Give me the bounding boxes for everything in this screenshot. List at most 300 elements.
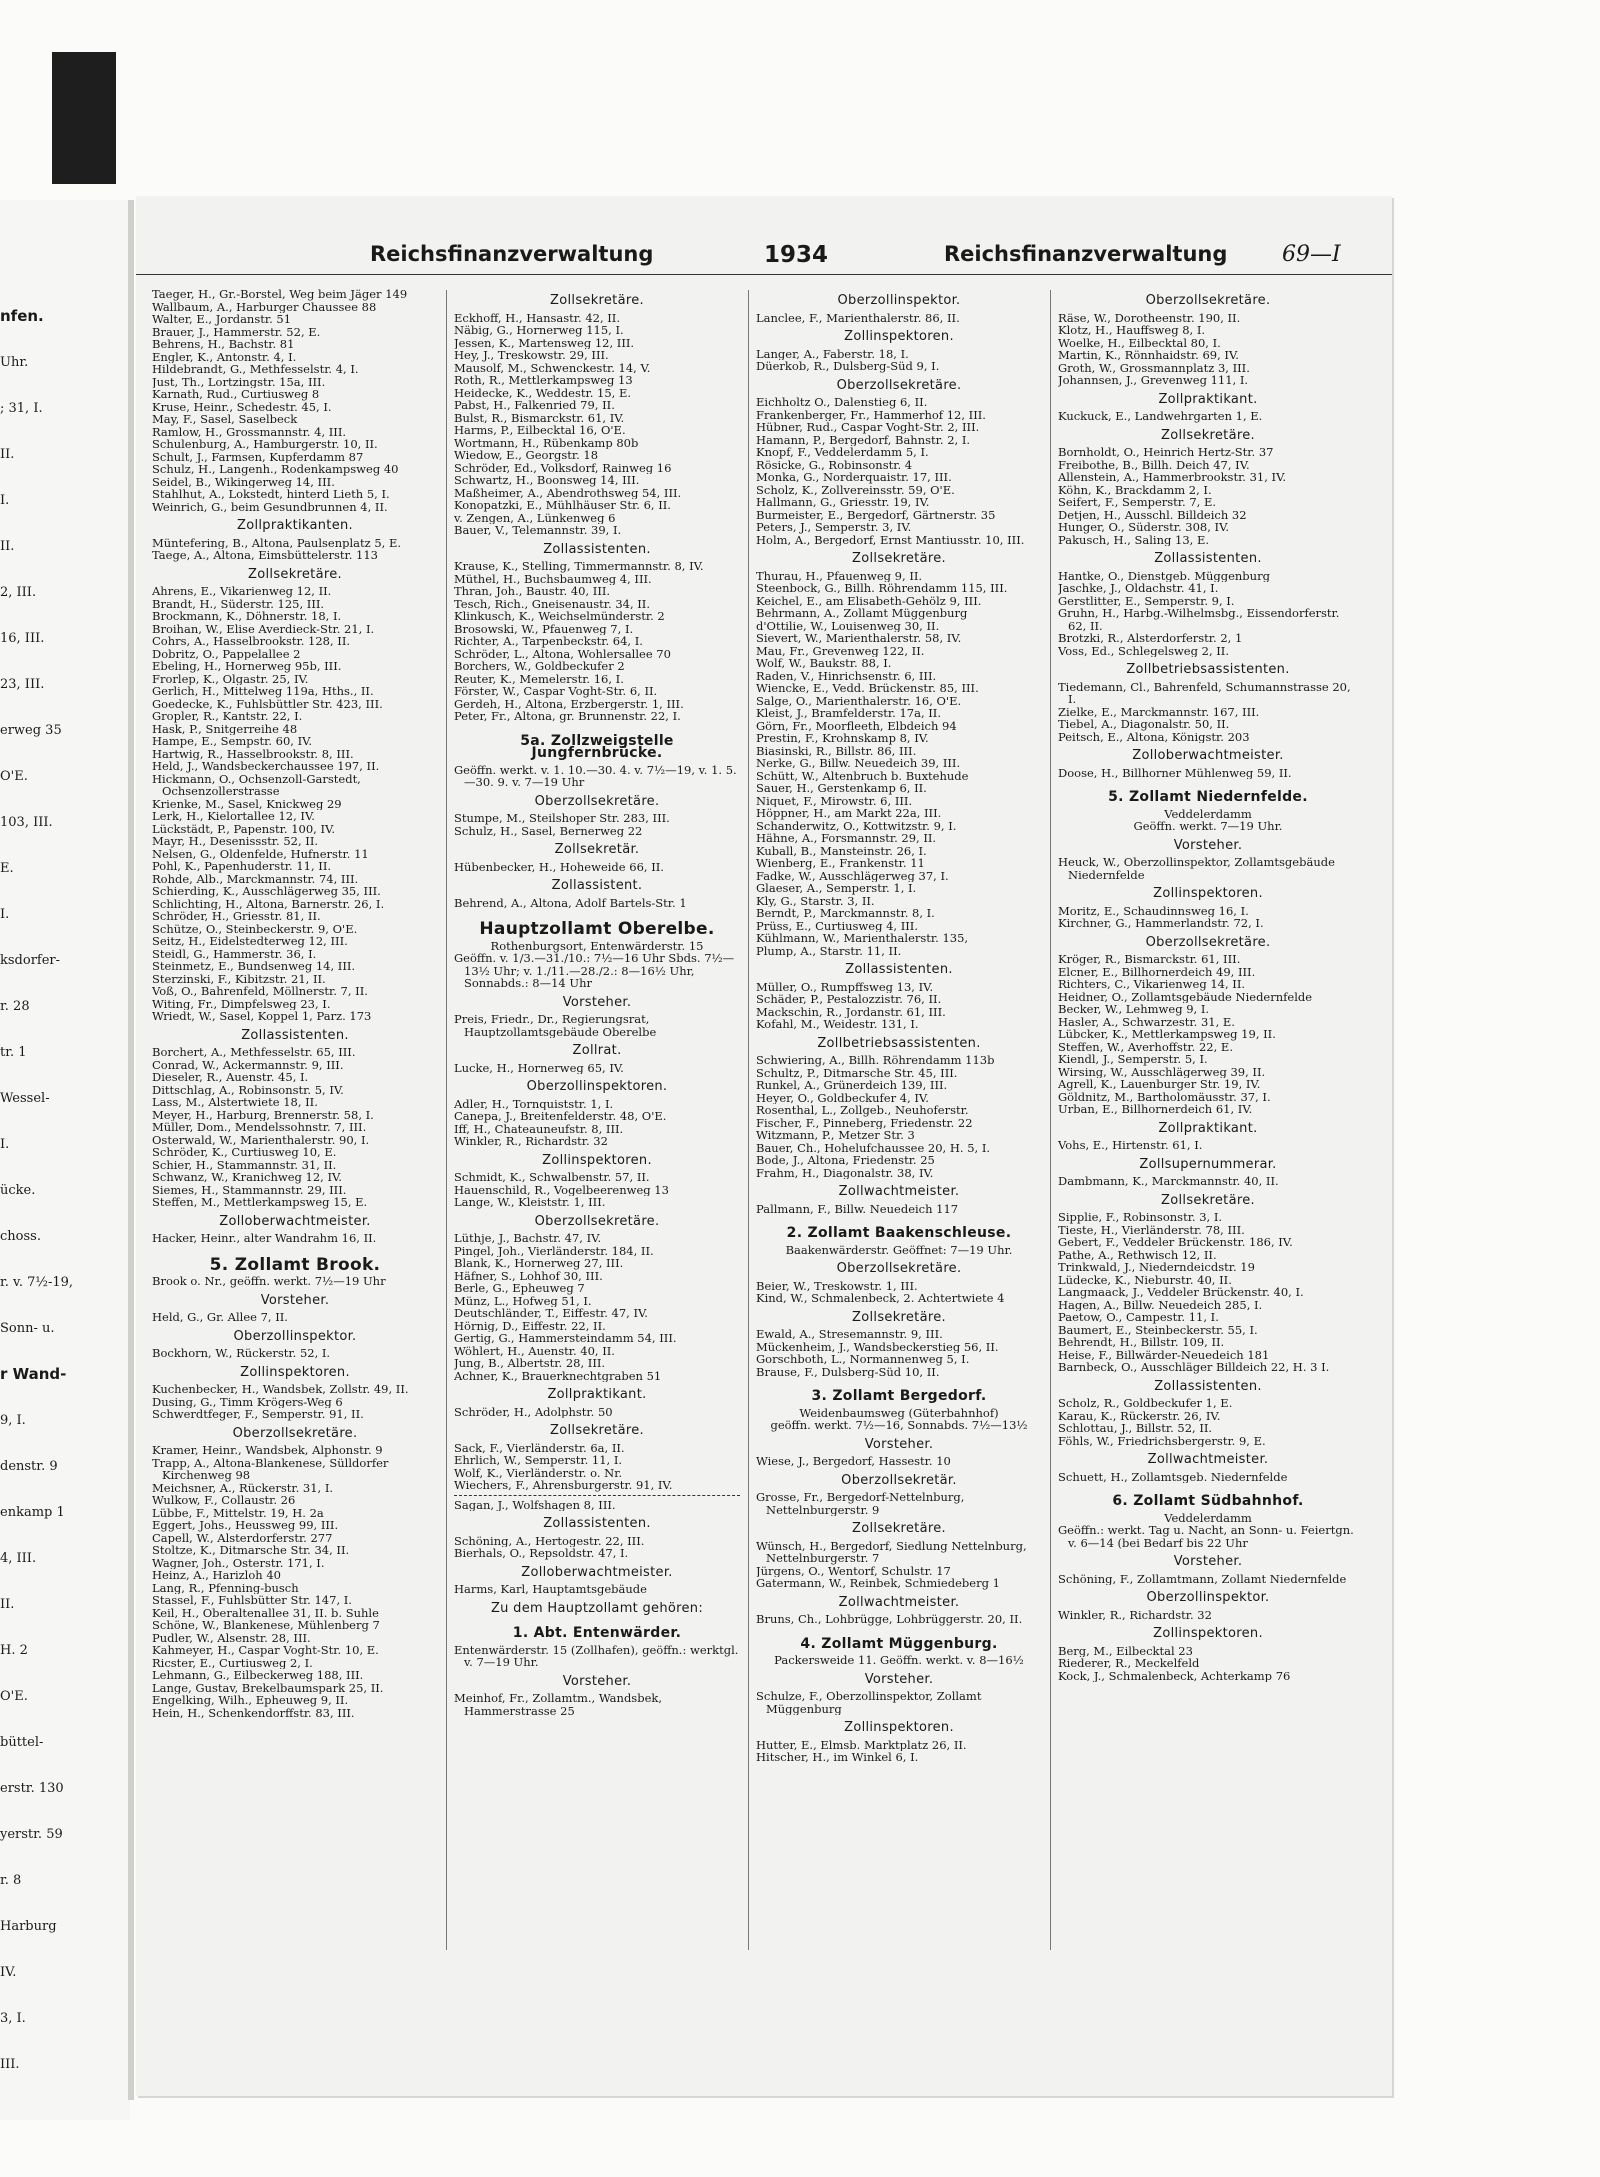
directory-entry: Zielke, E., Marckmannstr. 167, III. xyxy=(1058,705,1260,718)
section-heading: Zollinspektoren. xyxy=(240,1364,350,1380)
facing-page-fragment: 16, III. xyxy=(0,631,45,646)
directory-entry: Räse, W., Dorotheenstr. 190, II. xyxy=(1058,311,1241,324)
directory-entry: Münz, L., Hofweg 51, I. xyxy=(454,1294,592,1307)
section-heading: Vorsteher. xyxy=(864,1671,934,1687)
directory-entry: Blank, K., Hornerweg 27, III. xyxy=(454,1257,624,1270)
facing-page-fragment: Harburg xyxy=(0,1919,57,1934)
directory-entry: Mackschin, R., Jordanstr. 61, III. xyxy=(756,1005,946,1018)
directory-entry: Kahmeyer, H., Caspar Voght-Str. 10, E. xyxy=(152,1644,379,1657)
directory-entry: Peters, J., Semperstr. 3, IV. xyxy=(756,521,912,534)
directory-entry: Harms, P., Eilbecktal 16, O'E. xyxy=(454,424,626,437)
directory-entry: Schultz, P., Ditmarsche Str. 45, III. xyxy=(756,1066,958,1079)
directory-entry: Hacker, Heinr., alter Wandrahm 16, II. xyxy=(152,1232,377,1245)
directory-entry: Schier, H., Stammannstr. 31, II. xyxy=(152,1158,337,1171)
facing-page-fragment: O'E. xyxy=(0,1689,28,1704)
directory-entry: Behrens, H., Bachstr. 81 xyxy=(152,338,295,351)
section-heading: Vorsteher. xyxy=(562,1673,632,1689)
directory-entry: Schulz, H., Langenh., Rodenkampsweg 40 xyxy=(152,463,399,476)
directory-entry: Hildebrandt, G., Methfesselstr. 4, I. xyxy=(152,363,359,376)
office-note: Veddelerdamm xyxy=(1164,806,1252,821)
directory-entry: Weinrich, G., beim Gesundbrunnen 4, II. xyxy=(152,500,388,513)
directory-entry: Brauer, J., Hammerstr. 52, E. xyxy=(152,325,321,338)
directory-entry: Schäder, P., Pestalozzistr. 76, II. xyxy=(756,993,942,1006)
directory-entry: Stahlhut, A., Lokstedt, hinterd Lieth 5, I. xyxy=(152,488,390,501)
column-divider xyxy=(748,290,749,1950)
section-heading: Oberzollsekretäre. xyxy=(1145,293,1271,308)
directory-entry: Tiedemann, Cl., Bahrenfeld, Schumannstrasse 20, I. xyxy=(1058,680,1351,706)
directory-entry: Steidl, G., Hammerstr. 36, I. xyxy=(152,947,317,960)
directory-entry: Kofahl, M., Weidestr. 131, I. xyxy=(756,1018,919,1031)
directory-entry: Mückenheim, J., Wandsbeckerstieg 56, II. xyxy=(756,1340,999,1353)
directory-entry: Kind, W., Schmalenbeck, 2. Achtertwiete 4 xyxy=(756,1292,1005,1305)
section-heading: Zollwachtmeister. xyxy=(1147,1452,1269,1467)
facing-page-fragment: E. xyxy=(0,861,14,876)
section-heading: Zollpraktikanten. xyxy=(237,518,353,533)
directory-entry: Gertig, G., Hammersteindamm 54, III. xyxy=(454,1332,677,1345)
office-heading: 6. Zollamt Südbahnhof. xyxy=(1112,1493,1304,1509)
directory-entry: Wulkow, F., Collaustr. 26 xyxy=(152,1494,296,1507)
section-heading: Zollpraktikant. xyxy=(547,1387,647,1402)
directory-entry: Ehrlich, W., Semperstr. 11, I. xyxy=(454,1454,623,1467)
directory-entry: Eggert, Johs., Heussweg 99, III. xyxy=(152,1519,339,1532)
directory-entry: Kramer, Heinr., Wandsbek, Alphonstr. 9 xyxy=(152,1444,383,1457)
directory-entry: Lüdecke, K., Nieburstr. 40, II. xyxy=(1058,1273,1232,1286)
directory-entry: Thran, Joh., Baustr. 40, III. xyxy=(454,585,611,598)
directory-entry: Lange, Gustav, Brekelbaumspark 25, II. xyxy=(152,1681,384,1694)
directory-entry: Schöning, A., Hertogestr. 22, III. xyxy=(454,1534,645,1547)
directory-entry: Bockhorn, W., Rückerstr. 52, I. xyxy=(152,1347,331,1360)
office-heading: 5. Zollamt Niedernfelde. xyxy=(1108,789,1308,805)
directory-entry: Allenstein, A., Hammerbrookstr. 31, IV. xyxy=(1058,471,1287,484)
section-heading: Oberzollsekretäre. xyxy=(1145,934,1271,950)
page-gutter xyxy=(128,200,134,2100)
section-heading: Vorsteher. xyxy=(864,1436,934,1452)
facing-page-fragment: enkamp 1 xyxy=(0,1505,65,1520)
directory-entry: Nerke, G., Billw. Neuedeich 39, III. xyxy=(756,757,961,770)
directory-entry: Riederer, R., Meckelfeld xyxy=(1058,1657,1200,1670)
directory-entry: d'Ottilie, W., Louisenweg 30, II. xyxy=(756,619,940,632)
directory-entry: Schlichting, H., Altona, Barnerstr. 26, I. xyxy=(152,897,385,910)
directory-entry: Hamann, P., Bergedorf, Bahnstr. 2, I. xyxy=(756,433,971,446)
section-heading: Zollassistent. xyxy=(551,878,643,893)
directory-entry: Raden, V., Hinrichsenstr. 6, III. xyxy=(756,669,937,682)
directory-entry: Mau, Fr., Grevenweg 122, II. xyxy=(756,644,925,657)
page-number: 69—I xyxy=(1282,242,1341,267)
directory-entry: Schult, J., Farmsen, Kupferdamm 87 xyxy=(152,450,364,463)
section-heading: Zollsekretäre. xyxy=(852,1521,946,1536)
directory-entry: Plump, A., Starstr. 11, II. xyxy=(756,944,902,957)
office-heading: 3. Zollamt Bergedorf. xyxy=(811,1388,987,1404)
directory-entry: Heidner, O., Zollamtsgebäude Niedernfelde xyxy=(1058,990,1313,1003)
directory-entry: Dieseler, R., Auenstr. 45, I. xyxy=(152,1071,309,1084)
directory-entry: Sauer, H., Gerstenkamp 6, II. xyxy=(756,782,927,795)
directory-entry: Lübbe, F., Mittelstr. 19, H. 2a xyxy=(152,1506,324,1519)
facing-page-edge xyxy=(0,200,130,2120)
section-heading: Zollpraktikant. xyxy=(1158,1120,1258,1136)
directory-entry: Kuchenbecker, H., Wandsbek, Zollstr. 49, II. xyxy=(152,1383,409,1396)
section-heading: Oberzollinspektoren. xyxy=(526,1079,668,1094)
section-heading: Zolloberwachtmeister. xyxy=(219,1213,371,1229)
directory-entry: Hein, H., Schenkendorffstr. 83, III. xyxy=(152,1706,355,1719)
directory-entry: Johannsen, J., Grevenweg 111, I. xyxy=(1058,374,1249,387)
directory-entry: Kühlmann, W., Marienthalerstr. 135, xyxy=(756,932,969,945)
directory-entry: Geöffn. werkt. v. 1. 10.—30. 4. v. 7½—19, v. 1. 5.—30. 9. v. 7—19 Uhr xyxy=(454,763,737,789)
section-heading: Zollpraktikant. xyxy=(1158,391,1258,407)
directory-entry: Scholz, R., Goldbeckufer 1, E. xyxy=(1058,1397,1233,1410)
directory-entry: Berg, M., Eilbecktal 23 xyxy=(1058,1644,1193,1657)
directory-entry: Karnath, Rud., Curtiusweg 8 xyxy=(152,388,320,401)
running-header xyxy=(136,238,1392,275)
directory-entry: Schulenburg, A., Hamburgerstr. 10, II. xyxy=(152,438,378,451)
directory-entry: Taege, A., Altona, Eimsbüttelerstr. 113 xyxy=(152,549,378,562)
directory-entry: Wienberg, E., Frankenstr. 11 xyxy=(756,857,925,870)
directory-entry: Siemes, H., Stammannstr. 29, III. xyxy=(152,1183,347,1196)
directory-entry: Walter, E., Jordanstr. 51 xyxy=(152,313,292,326)
directory-entry: Dobritz, O., Pappelallee 2 xyxy=(152,647,301,660)
directory-entry: Heuck, W., Oberzollinspektor, Zollamtsgebäude Niedernfelde xyxy=(1058,856,1335,881)
directory-entry: Behrendt, H., Billstr. 109, II. xyxy=(1058,1336,1225,1349)
directory-entry: Tesch, Rich., Gneisenaustr. 34, II. xyxy=(454,597,650,610)
directory-entry: Meyer, H., Harburg, Brennerstr. 58, I. xyxy=(152,1108,374,1121)
facing-page-fragment: 4, III. xyxy=(0,1551,37,1566)
facing-page-fragment: Sonn- u. xyxy=(0,1321,55,1336)
section-heading: Oberzollinspektor. xyxy=(1146,1590,1270,1605)
directory-entry: Hallmann, G., Griesstr. 19, IV. xyxy=(756,496,930,509)
directory-entry: Elcner, E., Billhornerdeich 49, III. xyxy=(1058,965,1256,978)
directory-entry: Heinz, A., Harizloh 40 xyxy=(152,1569,281,1582)
directory-entry: Salge, O., Marienthalerstr. 16, O'E. xyxy=(756,694,962,707)
directory-entry: Entenwärderstr. 15 (Zollhafen), geöffn.: werktgl. v. 7—19 Uhr. xyxy=(454,1643,739,1669)
facing-page-fragment: r. v. 7½-19, xyxy=(0,1275,74,1290)
directory-entry: Häfner, S., Lohhof 30, III. xyxy=(454,1269,603,1282)
directory-entry: Richters, C., Vikarienweg 14, II. xyxy=(1058,978,1246,991)
column-2 xyxy=(454,288,740,1948)
dashed-separator xyxy=(454,1495,740,1496)
directory-entry: Düerkob, R., Dulsberg-Süd 9, I. xyxy=(756,360,940,373)
directory-entry: Deutschländer, T., Eiffestr. 47, IV. xyxy=(454,1307,648,1320)
section-heading: Zollsekretäre. xyxy=(852,1309,946,1325)
directory-entry: Groth, W., Grossmannplatz 3, III. xyxy=(1058,361,1250,374)
directory-entry: Adler, H., Tornquiststr. 1, I. xyxy=(454,1097,614,1110)
section-heading: Zollsekretäre. xyxy=(1161,1192,1255,1208)
directory-entry: Lehmann, G., Eilbeckerweg 188, III. xyxy=(152,1669,364,1682)
directory-entry: Wolf, W., Baukstr. 88, I. xyxy=(756,657,892,670)
directory-entry: Taeger, H., Gr.-Borstel, Weg beim Jäger 149 xyxy=(152,288,408,301)
directory-entry: Schöning, F., Zollamtmann, Zollamt Niedernfelde xyxy=(1058,1572,1347,1585)
directory-entry: Sagan, J., Wolfshagen 8, III. xyxy=(454,1498,616,1511)
directory-entry: Engelking, Wilh., Epheuweg 9, II. xyxy=(152,1694,349,1707)
directory-entry: Lerk, H., Kielortallee 12, IV. xyxy=(152,810,315,823)
directory-entry: Förster, W., Caspar Voght-Str. 6, II. xyxy=(454,685,658,698)
directory-entry: Jürgens, O., Wentorf, Schulstr. 17 xyxy=(756,1564,951,1577)
directory-entry: Schöne, W., Blankenese, Mühlenberg 7 xyxy=(152,1619,380,1632)
section-heading: Oberzollsekretäre. xyxy=(836,377,962,393)
section-heading: Zollsekretäre. xyxy=(550,293,644,308)
facing-page-fragment: choss. xyxy=(0,1229,41,1244)
directory-entry: Gerstlitter, E., Semperstr. 9, I. xyxy=(1058,594,1235,607)
section-heading: Zollassistenten. xyxy=(1154,1378,1262,1394)
directory-entry: Heidecke, K., Weddestr. 15, E. xyxy=(454,386,632,399)
directory-entry: Gatermann, W., Reinbek, Schmiedeberg 1 xyxy=(756,1577,1000,1590)
directory-entry: Karau, K., Rückerstr. 26, IV. xyxy=(1058,1409,1221,1422)
directory-entry: Osterwald, W., Marienthalerstr. 90, I. xyxy=(152,1133,370,1146)
directory-entry: Becker, W., Lehmweg 9, I. xyxy=(1058,1003,1210,1016)
directory-entry: Hasler, A., Schwarzestr. 31, E. xyxy=(1058,1015,1235,1028)
directory-entry: Geöffn. v. 1/3.—31./10.: 7½—16 Uhr Sbds. 7½—13½ Uhr; v. 1./11.—28./2.: 8—16½ Uhr, Sonnabds.: 8—14 Uhr xyxy=(454,952,735,990)
directory-entry: Schwartz, H., Boonsweg 14, III. xyxy=(454,474,640,487)
facing-page-fragment: III. xyxy=(0,2057,20,2072)
directory-entry: Ahrens, E., Vikarienweg 12, II. xyxy=(152,585,332,598)
section-heading: Zu dem Hauptzollamt gehören: xyxy=(490,1600,704,1616)
section-heading: Zollinspektoren. xyxy=(1153,1626,1263,1641)
facing-page-fragment: denstr. 9 xyxy=(0,1459,58,1474)
directory-entry: Brook o. Nr., geöffn. werkt. 7½—19 Uhr xyxy=(152,1275,386,1288)
directory-entry: Krause, K., Stelling, Timmermannstr. 8, IV. xyxy=(454,560,704,573)
directory-entry: Cohrs, A., Hasselbrookstr. 128, II. xyxy=(152,635,351,648)
directory-entry: Martin, K., Rönnhaidstr. 69, IV. xyxy=(1058,349,1239,362)
header-year: 1934 xyxy=(764,242,829,268)
directory-entry: Hask, P., Snitgerreihe 48 xyxy=(152,722,298,735)
directory-entry: Sterzinski, F., Kibitzstr. 21, II. xyxy=(152,972,326,985)
directory-entry: Jung, B., Albertstr. 28, III. xyxy=(454,1357,606,1370)
directory-entry: Grosse, Fr., Bergedorf-Nettelnburg, Nettelnburgerstr. 9 xyxy=(756,1491,965,1516)
directory-entry: Maßheimer, A., Abendrothsweg 54, III. xyxy=(454,486,682,499)
directory-entry: Rohde, Alb., Marckmannstr. 74, III. xyxy=(152,872,359,885)
facing-page-fragment: nfen. xyxy=(0,307,44,325)
office-note: Packersweide 11. Geöffn. werkt. v. 8—16½ xyxy=(774,1653,1024,1667)
section-heading: Zollwachtmeister. xyxy=(838,1184,960,1199)
directory-entry: Voß, O., Bahrenfeld, Möllnerstr. 7, II. xyxy=(152,985,368,998)
office-heading: 4. Zollamt Müggenburg. xyxy=(800,1635,998,1652)
directory-entry: Ramlow, H., Grossmannstr. 4, III. xyxy=(152,425,347,438)
directory-entry: Krienke, M., Sasel, Knickweg 29 xyxy=(152,797,342,810)
directory-entry: Hähne, A., Forsmannstr. 29, II. xyxy=(756,832,937,845)
facing-page-fragment: I. xyxy=(0,493,10,508)
directory-entry: Schütt, W., Altenbruch b. Buxtehude xyxy=(756,769,969,782)
directory-entry: Richter, A., Tarpenbeckstr. 64, I. xyxy=(454,635,643,648)
section-heading: Zollbetriebsassistenten. xyxy=(1126,662,1290,677)
directory-entry: Peitsch, E., Altona, Königstr. 203 xyxy=(1058,730,1250,743)
directory-entry: Biasinski, R., Billstr. 86, III. xyxy=(756,744,917,757)
main-office-heading: 5. Zollamt Brook. xyxy=(209,1254,381,1275)
header-left-title: Reichsfinanzverwaltung xyxy=(370,242,654,266)
directory-entry: Schlottau, J., Billstr. 52, II. xyxy=(1058,1422,1213,1435)
directory-entry: Hutter, E., Elmsb. Marktplatz 26, II. xyxy=(756,1738,967,1751)
directory-entry: v. Zengen, A., Lünkenweg 6 xyxy=(454,511,616,524)
section-heading: Zollsekretäre. xyxy=(248,566,342,582)
directory-entry: Wöhlert, H., Auenstr. 40, II. xyxy=(454,1344,615,1357)
directory-entry: Kiendl, J., Semperstr. 5, I. xyxy=(1058,1053,1208,1066)
directory-entry: Achner, K., Brauerknechtgraben 51 xyxy=(454,1369,662,1382)
directory-entry: Hübenbecker, H., Hoheweide 66, II. xyxy=(454,860,664,873)
directory-entry: Kleist, J., Bramfelderstr. 17a, II. xyxy=(756,707,941,720)
directory-entry: Heyer, O., Goldbeckufer 4, IV. xyxy=(756,1091,929,1104)
directory-entry: Roth, R., Mettlerkampsweg 13 xyxy=(454,374,633,387)
directory-entry: Wiese, J., Bergedorf, Hassestr. 10 xyxy=(756,1455,951,1468)
office-note: Veddelerdamm xyxy=(1164,1510,1252,1525)
directory-entry: Göldnitz, M., Bartholomäusstr. 37, I. xyxy=(1058,1090,1271,1103)
section-heading: Zollsekretäre. xyxy=(1161,427,1255,443)
section-heading: Zollsekretär. xyxy=(554,842,640,857)
directory-entry: Schröder, H., Adolphstr. 50 xyxy=(454,1405,613,1418)
directory-entry: Tieste, H., Vierländerstr. 78, III. xyxy=(1058,1223,1245,1236)
directory-entry: May, F., Sasel, Saselbeck xyxy=(152,413,298,426)
directory-entry: Dambmann, K., Marckmannstr. 40, II. xyxy=(1058,1175,1279,1188)
directory-entry: Stoltze, K., Ditmarsche Str. 34, II. xyxy=(152,1544,350,1557)
section-heading: Zolloberwachtmeister. xyxy=(1132,748,1284,763)
facing-page-fragment: IV. xyxy=(0,1965,17,1980)
directory-entry: Eckhoff, H., Hansastr. 42, II. xyxy=(454,311,621,324)
directory-entry: Kuckuck, E., Landwehrgarten 1, E. xyxy=(1058,410,1263,423)
directory-entry: Steinmetz, E., Bundsenweg 14, III. xyxy=(152,960,356,973)
directory-entry: Hartwig, R., Hasselbrookstr. 8, III. xyxy=(152,747,354,760)
section-heading: Zollassistenten. xyxy=(1154,551,1262,566)
facing-page-fragment: Wessel- xyxy=(0,1091,50,1106)
directory-entry: Harms, Karl, Hauptamtsgebäude xyxy=(454,1583,647,1596)
directory-entry: Dittschlag, A., Robinsonstr. 5, IV. xyxy=(152,1083,344,1096)
directory-entry: Wünsch, H., Bergedorf, Siedlung Nettelnburg, Nettelnburgerstr. 7 xyxy=(756,1539,1027,1565)
directory-entry: Burmeister, E., Bergedorf, Gärtnerstr. 35 xyxy=(756,508,996,521)
section-heading: Zollinspektoren. xyxy=(1153,886,1263,901)
directory-entry: Ebeling, H., Hornerweg 95b, III. xyxy=(152,660,342,673)
directory-entry: Schwiering, A., Billh. Röhrendamm 113b xyxy=(756,1054,995,1067)
directory-entry: Gropler, R., Kantstr. 22, I. xyxy=(152,710,303,723)
office-note: Weidenbaumsweg (Güterbahnhof) xyxy=(799,1405,999,1420)
directory-entry: Brosowski, W., Pfauenweg 7, I. xyxy=(454,622,634,635)
directory-entry: Föhls, W., Friedrichsbergerstr. 9, E. xyxy=(1058,1434,1266,1447)
directory-entry: Schuett, H., Zollamtsgeb. Niedernfelde xyxy=(1058,1470,1288,1483)
directory-entry: Görn, Fr., Moorfleeth, Elbdeich 94 xyxy=(756,719,957,732)
directory-entry: Schwerdtfeger, F., Semperstr. 91, II. xyxy=(152,1408,364,1421)
directory-entry: Berle, G., Epheuweg 7 xyxy=(454,1282,585,1295)
column-3 xyxy=(756,288,1042,1948)
directory-entry: Prüss, E., Curtiusweg 4, III. xyxy=(756,919,919,932)
directory-entry: Bornholdt, O., Heinrich Hertz-Str. 37 xyxy=(1058,446,1274,459)
directory-entry: Müller, O., Rumpffsweg 13, IV. xyxy=(756,980,934,993)
directory-entry: Bauer, V., Telemannstr. 39, I. xyxy=(454,524,622,537)
office-heading: 5a. Zollzweigstelle Jungfernbrücke. xyxy=(520,732,674,761)
office-heading: 2. Zollamt Baakenschleuse. xyxy=(786,1225,1012,1241)
directory-entry: Lübcker, K., Mettlerkampsweg 19, II. xyxy=(1058,1028,1276,1041)
directory-entry: Hauenschild, R., Vogelbeerenweg 13 xyxy=(454,1183,669,1196)
directory-entry: Knopf, F., Veddelerdamm 5, I. xyxy=(756,446,929,459)
facing-page-fragment: 2, III. xyxy=(0,585,37,600)
directory-entry: Holm, A., Bergedorf, Ernst Mantiusstr. 10, III. xyxy=(756,533,1025,546)
directory-entry: Brandt, H., Süderstr. 125, III. xyxy=(152,597,325,610)
directory-entry: Rösicke, G., Robinsonstr. 4 xyxy=(756,458,913,471)
directory-entry: Schröder, H., Griesstr. 81, II. xyxy=(152,910,321,923)
directory-entry: Canepa, J., Breitenfelderstr. 48, O'E. xyxy=(454,1110,667,1123)
directory-entry: Heise, F., Billwärder-Neuedeich 181 xyxy=(1058,1348,1270,1361)
directory-entry: Goedecke, K., Fuhlsbüttler Str. 423, III. xyxy=(152,697,383,710)
directory-entry: Frahm, H., Diagonalstr. 38, IV. xyxy=(756,1166,934,1179)
directory-entry: Pohl, K., Papenhuderstr. 11, II. xyxy=(152,860,332,873)
directory-entry: Preis, Friedr., Dr., Regierungsrat, Hauptzollamtsgebäude Oberelbe xyxy=(454,1013,657,1038)
directory-entry: Runkel, A., Grünerdeich 139, III. xyxy=(756,1079,948,1092)
directory-entry: Keichel, E., am Elisabeth-Gehölz 9, III. xyxy=(756,594,982,607)
directory-entry: Lass, M., Alstertwiete 18, II. xyxy=(152,1096,318,1109)
directory-entry: Kruse, Heinr., Schedestr. 45, I. xyxy=(152,400,332,413)
facing-page-fragment: büttel- xyxy=(0,1735,44,1750)
directory-entry: Baumert, E., Steinbeckerstr. 55, I. xyxy=(1058,1323,1258,1336)
section-heading: Zollsekretäre. xyxy=(550,1423,644,1438)
facing-page-fragment: r. 8 xyxy=(0,1873,22,1888)
directory-entry: Seitz, H., Eidelstedterweg 12, III. xyxy=(152,935,348,948)
directory-entry: Konopatzki, E., Mühlhäuser Str. 6, II. xyxy=(454,499,671,512)
directory-entry: Wiechers, F., Ahrensburgerstr. 91, IV. xyxy=(454,1479,673,1492)
directory-entry: Wortmann, H., Rübenkamp 80b xyxy=(454,436,639,449)
directory-entry: Wirsing, W., Ausschlägerweg 39, II. xyxy=(1058,1065,1266,1078)
directory-entry: Wagner, Joh., Osterstr. 171, I. xyxy=(152,1556,325,1569)
directory-entry: Brause, F., Dulsberg-Süd 10, II. xyxy=(756,1365,940,1378)
directory-entry: Fadke, W., Ausschlägerweg 37, I. xyxy=(756,869,949,882)
section-heading: Zollinspektoren. xyxy=(844,329,954,344)
directory-entry: Paetow, O., Campestr. 11, I. xyxy=(1058,1311,1219,1324)
directory-entry: Schmidt, K., Schwalbenstr. 57, II. xyxy=(454,1171,650,1184)
directory-entry: Trinkwald, J., Niederndeicdstr. 19 xyxy=(1058,1261,1255,1274)
directory-entry: Winkler, R., Richardstr. 32 xyxy=(454,1135,608,1148)
facing-page-fragment: 103, III. xyxy=(0,815,53,830)
column-1 xyxy=(152,288,438,1948)
main-office-heading: Hauptzollamt Oberelbe. xyxy=(479,919,715,939)
directory-entry: Just, Th., Lortzingstr. 15a, III. xyxy=(152,375,326,388)
directory-entry: Monka, G., Norderquaistr. 17, III. xyxy=(756,471,952,484)
directory-entry: Schröder, L., Altona, Wohlersallee 70 xyxy=(454,647,671,660)
directory-entry: Brotzki, R., Alsterdorferstr. 2, 1 xyxy=(1058,632,1243,645)
directory-entry: Langer, A., Faberstr. 18, I. xyxy=(756,347,909,360)
facing-page-fragment: II. xyxy=(0,447,15,462)
directory-entry: Schütze, O., Steinbeckerstr. 9, O'E. xyxy=(152,922,358,935)
directory-entry: Bierhals, O., Repsoldstr. 47, I. xyxy=(454,1547,629,1560)
office-note: Rothenburgsort, Entenwärderstr. 15 xyxy=(490,938,704,953)
directory-entry: Thurau, H., Pfauenweg 9, II. xyxy=(756,569,923,582)
section-heading: Zollassistenten. xyxy=(241,1027,349,1043)
facing-page-fragment: II. xyxy=(0,539,15,554)
directory-entry: Moritz, E., Schaudinnsweg 16, I. xyxy=(1058,904,1249,917)
directory-entry: Stassel, F., Fuhlsbütter Str. 147, I. xyxy=(152,1594,352,1607)
section-heading: Vorsteher. xyxy=(562,994,632,1010)
office-note: geöffn. werkt. 7½—16, Sonnabds. 7½—13½ xyxy=(770,1418,1028,1432)
section-heading: Zollassistenten. xyxy=(543,1516,651,1531)
directory-entry: Beier, W., Treskowstr. 1, III. xyxy=(756,1279,918,1292)
directory-entry: Gebert, F., Veddeler Brückenstr. 186, IV. xyxy=(1058,1236,1293,1249)
directory-entry: Kock, J., Schmalenbeck, Achterkamp 76 xyxy=(1058,1669,1291,1682)
directory-entry: Borchert, A., Methfesselstr. 65, III. xyxy=(152,1046,356,1059)
directory-entry: Prestin, F., Krohnskamp 8, IV. xyxy=(756,732,929,745)
section-heading: Zollsupernummerar. xyxy=(1139,1156,1277,1172)
section-heading: Oberzollinspektor. xyxy=(233,1328,357,1344)
directory-entry: Bulst, R., Bismarckstr. 61, IV. xyxy=(454,411,625,424)
section-heading: Zollbetriebsassistenten. xyxy=(817,1035,981,1051)
directory-entry: Seidel, B., Wikingerweg 14, III. xyxy=(152,475,335,488)
directory-entry: Scholz, K., Zollvereinsstr. 59, O'E. xyxy=(756,483,955,496)
directory-entry: Vohs, E., Hirtenstr. 61, I. xyxy=(1058,1139,1203,1152)
section-heading: Vorsteher. xyxy=(1173,1554,1243,1569)
facing-page-fragment: I. xyxy=(0,907,10,922)
directory-entry: Mayr, H., Desenissstr. 52, II. xyxy=(152,835,319,848)
directory-entry: Pathe, A., Rethwisch 12, II. xyxy=(1058,1248,1217,1261)
section-heading: Zollassistenten. xyxy=(543,541,651,557)
directory-entry: Wiedow, E., Georgstr. 18 xyxy=(454,449,599,462)
directory-entry: Ricster, E., Curtiusweg 2, I. xyxy=(152,1656,313,1669)
directory-entry: Brockmann, K., Döhnerstr. 18, I. xyxy=(152,610,342,623)
directory-entry: Witzmann, P., Metzer Str. 3 xyxy=(756,1129,915,1142)
facing-page-fragment: 9, I. xyxy=(0,1413,26,1428)
directory-entry: Lückstädt, P., Papenstr. 100, IV. xyxy=(152,822,335,835)
directory-entry: Voss, Ed., Schlegelsweg 2, II. xyxy=(1058,644,1230,657)
directory-entry: Klotz, H., Hauffsweg 8, I. xyxy=(1058,324,1206,337)
directory-entry: Schanderwitz, O., Kottwitzstr. 9, I. xyxy=(756,819,957,832)
